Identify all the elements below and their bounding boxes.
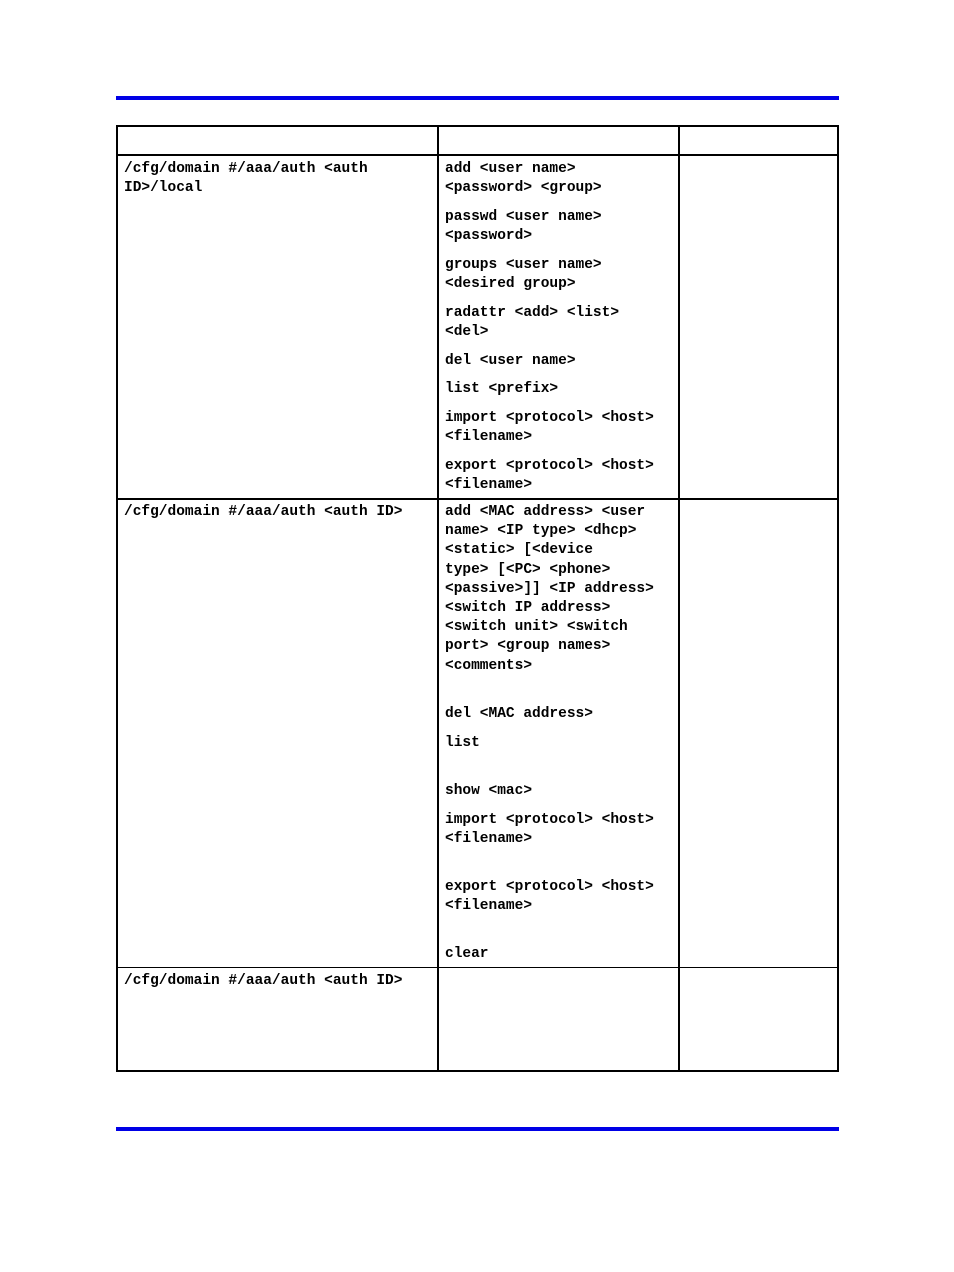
command-item: add <user name> <password> <group> bbox=[445, 161, 602, 197]
row-divider bbox=[118, 498, 837, 500]
row-3-path: /cfg/domain #/aaa/auth <auth ID> bbox=[124, 973, 403, 989]
command-item: add <MAC address> <user name> <IP type> <dhcp> <static> [<device type> [<PC> <phone> <passive>]] <IP address> <switch IP address> <switch unit> <switch port> <group names> <comments> bbox=[445, 504, 654, 674]
command-item: del <user name> bbox=[445, 353, 576, 369]
command-item: radattr <add> <list> <del> bbox=[445, 305, 620, 341]
command-item: show <mac> bbox=[445, 783, 533, 799]
command-item: groups <user name> <desired group> bbox=[445, 257, 602, 293]
command-item: list <prefix> bbox=[445, 381, 559, 397]
header-rule bbox=[116, 96, 839, 100]
row-1-path: /cfg/domain #/aaa/auth <auth ID>/local bbox=[124, 161, 368, 197]
command-item: import <protocol> <host> <filename> bbox=[445, 410, 654, 446]
command-item: clear bbox=[445, 946, 489, 962]
row-2-path: /cfg/domain #/aaa/auth <auth ID> bbox=[124, 504, 403, 520]
header-row-divider bbox=[118, 154, 837, 156]
footer-rule bbox=[116, 1127, 839, 1131]
row-divider bbox=[118, 967, 837, 968]
command-item: export <protocol> <host> <filename> bbox=[445, 879, 654, 915]
command-item: list bbox=[445, 735, 480, 751]
command-item: export <protocol> <host> <filename> bbox=[445, 458, 654, 494]
command-item: del <MAC address> bbox=[445, 706, 593, 722]
command-item: passwd <user name> <password> bbox=[445, 209, 602, 245]
command-table bbox=[116, 125, 839, 1072]
command-item: import <protocol> <host> <filename> bbox=[445, 812, 654, 848]
column-divider bbox=[437, 127, 439, 1070]
column-divider bbox=[678, 127, 680, 1070]
